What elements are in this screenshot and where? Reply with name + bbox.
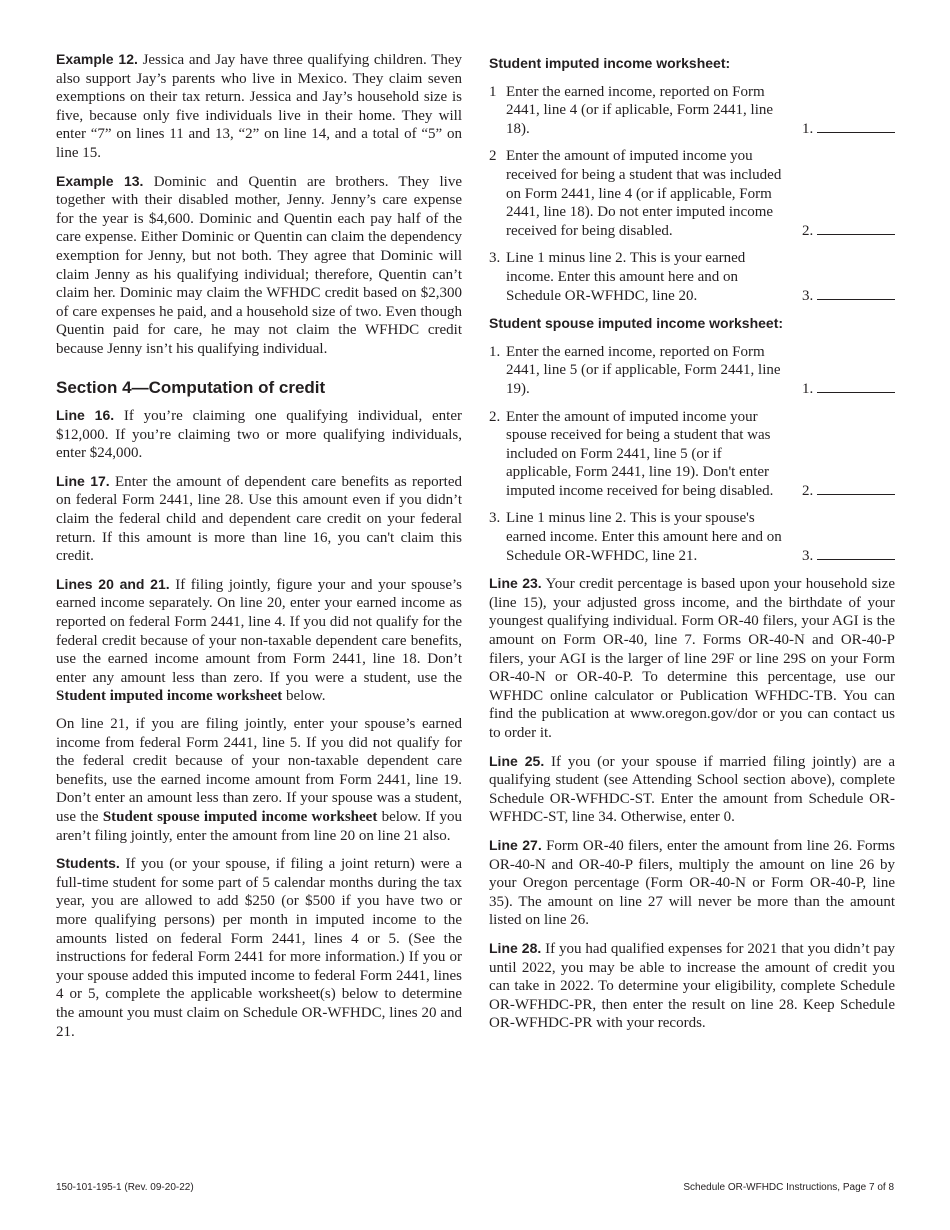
worksheet-item bbox=[489, 83, 895, 139]
example-13-lead: Example 13. bbox=[56, 172, 144, 189]
worksheet-blank-line[interactable] bbox=[817, 220, 895, 235]
worksheet-line-label: 1. bbox=[802, 120, 814, 137]
worksheet-line-label: 1. bbox=[802, 380, 814, 397]
line-25-lead: Line 25. bbox=[489, 752, 545, 769]
worksheet-item-number: 3. bbox=[489, 250, 501, 267]
example-12-lead: Example 12. bbox=[56, 51, 138, 67]
worksheet-item-number: 1 bbox=[489, 83, 497, 100]
lines-20-21-text: If filing jointly, figure your and your spouse’s earned income separately. On line 20, enter your earned income as reported on federal Form 2441, line 4. If you did not qualify for the federal credit because of your non-taxable dependent care benefits, use the earned income amount from Form 2441, line 18. Don’t enter any amount less than zero. If you were a student, use the bbox=[56, 576, 462, 686]
line-27-text: Form OR-40 filers, enter the amount from line 26. Forms OR-40-N and OR-40-P filers, multiply the amount on line 26 by your Oregon percentage (Form OR-40-N or Form OR-40-P, line 35). The amount on line 27 will never be more than the amount listed on line 26. bbox=[489, 837, 896, 929]
example-13-text: Dominic and Quentin are brothers. They live together with their disabled mother, Jenny. Jenny’s care expense for the year is $4,600. Dominic and Quentin each pay half of the care expense. Either Dominic or Quentin can claim the dependency exemption for Jenny, but not both. They agree that Dominic will claim Jenny as his qualifying individual; therefore, Quentin can’t claim her. Dominic may claim the WFHDC credit based on $2,300 of care expenses he paid, and a household size of two. Even though Quentin paid for care, he may not claim the WFHDC credit because Jenny isn’t his qualifying individual. bbox=[56, 173, 463, 357]
form-id-footer: 150-101-195-1 (Rev. 09-20-22) bbox=[56, 1182, 194, 1193]
line-16-instructions bbox=[56, 406, 462, 463]
worksheet-item-number: 2 bbox=[489, 148, 497, 165]
spouse-worksheet-reference: Student spouse imputed income worksheet bbox=[102, 808, 378, 825]
worksheet-item-number: 1. bbox=[489, 343, 501, 360]
spouse-worksheet-title: Student spouse imputed income worksheet: bbox=[489, 315, 784, 332]
line-21-text: On line 21, if you are filing jointly, enter your spouse’s earned income from federal Form 2441, line 5. If you did not qualify for the federal credit because of your non-taxable dependent care benefits, use the earned income amount from Form 2441, line 19. Don’t enter an amount less than zero. If your spouse was a student, use the bbox=[56, 716, 462, 825]
worksheet-item bbox=[489, 509, 895, 565]
line-27-instructions bbox=[489, 836, 895, 930]
students-lead: Students. bbox=[56, 855, 120, 872]
line-21-tail: below. If you aren’t filing jointly, enter the amount from line 20 on line 21 also. bbox=[56, 808, 462, 844]
worksheet-line-label: 2. bbox=[802, 222, 814, 239]
worksheet-item-number: 3. bbox=[489, 510, 501, 527]
worksheet-blank-line[interactable] bbox=[817, 480, 895, 495]
worksheet-item-text: Line 1 minus line 2. This is your spouse's earned income. Enter this amount here and on Schedule OR-WFHDC, line 21. bbox=[506, 510, 782, 564]
line-17-text: Enter the amount of dependent care benefits as reported on federal Form 2441, line 28. Use this amount even if you didn’t claim the federal child and dependent care credit on your federal return. If this amount is more than line 16, you can't claim this credit. bbox=[56, 473, 462, 565]
student-worksheet-reference: Student imputed income worksheet bbox=[56, 688, 283, 705]
line-16-lead: Line 16. bbox=[56, 407, 115, 424]
student-worksheet-title: Student imputed income worksheet: bbox=[489, 55, 731, 71]
worksheet-item-text: Line 1 minus line 2. This is your earned income. Enter this amount here and on Schedule OR-WFHDC, line 20. bbox=[506, 250, 746, 304]
section-4-heading: Section 4—Computation of credit bbox=[56, 377, 326, 397]
lines-20-21-lead: Lines 20 and 21. bbox=[56, 575, 170, 592]
page-number-footer: Schedule OR-WFHDC Instructions, Page 7 of 8 bbox=[683, 1182, 894, 1193]
worksheet-item bbox=[489, 147, 895, 240]
line-21-instructions bbox=[56, 715, 462, 845]
line-23-instructions bbox=[489, 574, 895, 742]
line-23-lead: Line 23. bbox=[489, 575, 542, 592]
worksheet-item-text: Enter the amount of imputed income your spouse received for being a student that was included on Form 2441, line 5 (or if applicable, Form 2441, line 19). Don't enter imputed income received for being disabled. bbox=[506, 408, 774, 499]
worksheet-line-label: 3. bbox=[802, 287, 814, 304]
worksheet-blank-line[interactable] bbox=[817, 118, 895, 133]
line-28-lead: Line 28. bbox=[489, 939, 542, 956]
worksheet-line-label: 2. bbox=[802, 482, 814, 499]
lines-20-21-instructions bbox=[56, 575, 462, 706]
students-instructions bbox=[56, 854, 462, 1041]
worksheet-blank-line[interactable] bbox=[817, 285, 895, 300]
worksheet-item-number: 2. bbox=[489, 408, 501, 425]
line-23-text: Your credit percentage is based upon your household size (line 15), your adjusted gross income, and the birthdate of your youngest qualifying individual. Form OR-40 filers, your AGI is the amount on Form OR-40, line 7. Forms OR-40-N and OR-40-P filers, your AGI is the larger of line 29F or line 29S on your Form OR-40-N or OR-40-P. To determine this percentage, use our WFHDC online calculator or Publication WFHDC-TB. You can find the publication at www.oregon.gov/dor or you can contact us to order it. bbox=[489, 576, 896, 741]
line-17-instructions bbox=[56, 472, 462, 566]
example-13 bbox=[56, 172, 462, 359]
line-27-lead: Line 27. bbox=[489, 836, 542, 853]
worksheet-item-text: Enter the amount of imputed income you received for being a student that was included on Form 2441, line 4 (or if applicable, Form 2441, line 18). Do not enter imputed income received for being disabled. bbox=[506, 148, 782, 239]
line-28-instructions bbox=[489, 939, 895, 1033]
right-column bbox=[489, 50, 895, 1042]
lines-20-21-tail: below. bbox=[286, 688, 326, 705]
worksheet-item bbox=[489, 249, 895, 305]
line-17-lead: Line 17. bbox=[56, 472, 110, 489]
worksheet-item-text: Enter the earned income, reported on Form 2441, line 4 (or if aplicable, Form 2441, line 18). bbox=[506, 83, 774, 137]
line-25-instructions bbox=[489, 752, 895, 827]
worksheet-item bbox=[489, 408, 895, 501]
worksheet-item bbox=[489, 343, 895, 399]
worksheet-line-label: 3. bbox=[802, 547, 814, 564]
worksheet-item-text: Enter the earned income, reported on Form 2441, line 5 (or if applicable, Form 2441, line 19). bbox=[506, 343, 781, 397]
students-text: If you (or your spouse, if filing a joint return) were a full-time student for some part of 5 calendar months during the tax year, you are allowed to add $250 (or $500 if you have two or more qualifying persons) per month in imputed income to the amounts listed on federal Form 2441, lines 4 or 5. (See the instructions for federal Form 2441 for more information.) If you or your spouse added this imputed income to federal Form 2441, lines 4 or 5, complete the applicable worksheet(s) below to determine the amount you must claim on Schedule OR-WFHDC, lines 20 and 21. bbox=[56, 856, 463, 1040]
left-column bbox=[56, 50, 462, 1050]
line-28-text: If you had qualified expenses for 2021 that you didn’t pay until 2022, you may be able to increase the amount of credit you can take in 2022. To determine your eligibility, complete Schedule OR-WFHDC-PR, then enter the result on line 28. Keep Schedule OR-WFHDC-PR with your records. bbox=[489, 940, 895, 1032]
worksheet-blank-line[interactable] bbox=[817, 545, 895, 560]
example-12-text: Jessica and Jay have three qualifying children. They also support Jay’s parents who live in Mexico. They claim seven exemptions on their tax return. Jessica and Jay’s household size is five, because only five individuals live in their home. They will enter “7” on lines 11 and 13, “2” on line 14, and a total of “5” on line 15. bbox=[56, 52, 463, 161]
example-12 bbox=[56, 50, 462, 163]
worksheet-blank-line[interactable] bbox=[817, 378, 895, 393]
line-25-text: If you (or your spouse if married filing jointly) are a qualifying student (see Attending School section above), complete Schedule OR-WFHDC-ST. Enter the amount from Schedule OR-WFHDC-ST, line 34. Otherwise, enter 0. bbox=[489, 753, 895, 826]
line-16-text: If you’re claiming one qualifying individual, enter $12,000. If you’re claiming two or more qualifying individuals, enter $24,000. bbox=[56, 408, 462, 462]
